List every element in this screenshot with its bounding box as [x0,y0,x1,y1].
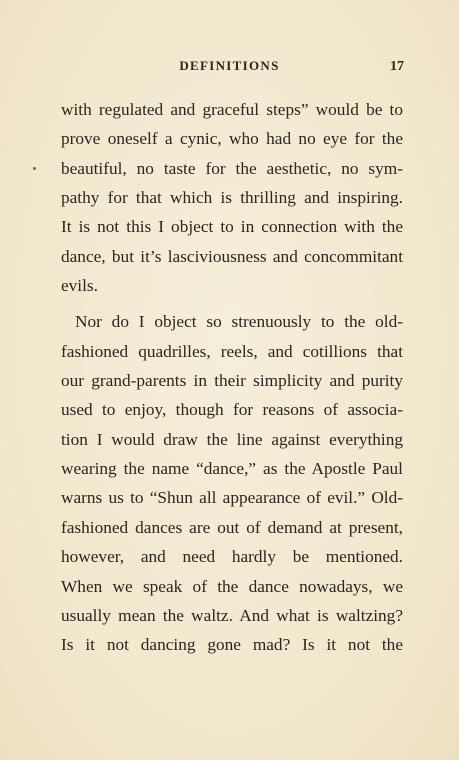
text-line: fashioned quadrilles, reels, and cotillions that [61,341,403,361]
text-line: dance, but it’s lasciviousness and concommitant [61,246,403,266]
text-line: Nor do I object so strenuously to the old- [75,312,403,332]
text-line: with regulated and graceful steps” would be to [61,100,403,119]
body-text [61,95,403,660]
text-line: used to enjoy, though for reasons of associa- [61,400,403,420]
text-line: Is it not dancing gone mad? Is it not the [61,635,403,655]
paragraph-gap [61,300,403,307]
text-line: prove oneself a cynic, who had no eye for the [61,129,403,149]
running-title: DEFINITIONS [179,58,280,73]
text-line: our grand-parents in their simplicity and purity [61,371,403,391]
text-line: usually mean the waltz. And what is waltzing? [61,605,403,625]
text-line: however, and need hardly be mentioned. [61,547,403,567]
text-line: warns us to “Shun all appearance of evil.” Old- [61,488,403,508]
text-line: tion I would draw the line against everything [61,429,403,449]
page-number: 17 [390,59,404,74]
text-line: It is not this I object to in connection with the [61,217,403,237]
margin-speck [33,167,36,170]
text-line: pathy for that which is thrilling and inspiring. [61,188,403,208]
text-line: beautiful, no taste for the aesthetic, no sym- [61,158,403,178]
text-line: wearing the name “dance,” as the Apostle Paul [61,459,403,479]
running-head [0,58,459,78]
text-line: evils. [61,276,98,296]
text-line: fashioned dances are out of demand at present, [61,517,403,537]
text-line: When we speak of the dance nowadays, we [61,576,403,596]
